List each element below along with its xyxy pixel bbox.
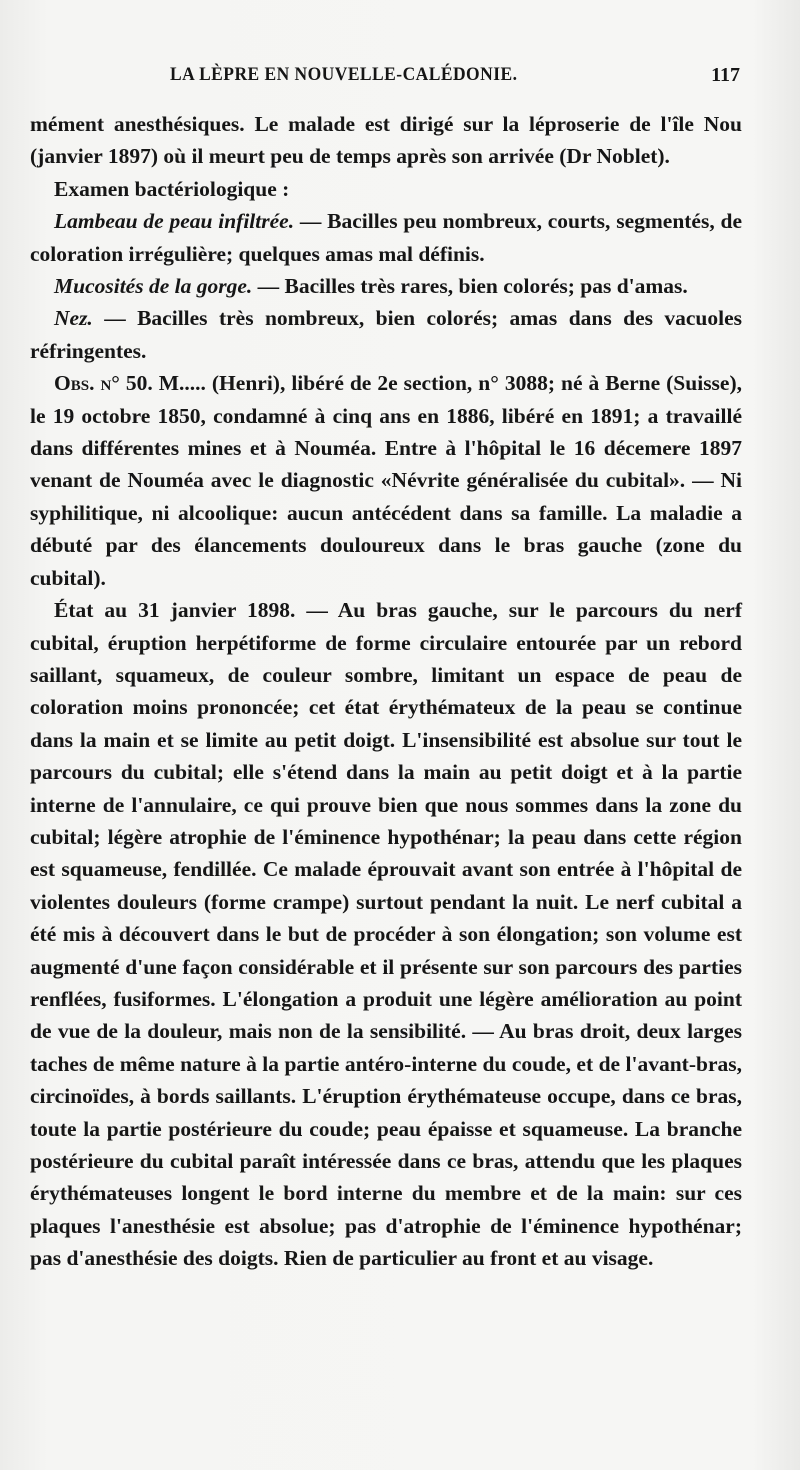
paragraph-nose-sample	[30, 302, 742, 367]
page-number: 117	[711, 64, 740, 86]
paragraph-skin-sample	[30, 205, 742, 270]
paragraph-label: Mucosités de la gorge.	[54, 274, 253, 299]
paragraph-label: Lambeau de peau infiltrée.	[54, 209, 295, 234]
paragraph-observation-50	[30, 367, 742, 594]
paragraph-throat-sample	[30, 270, 742, 302]
paragraph-exam-heading	[30, 173, 742, 205]
paragraph-text: M..... (Henri), libéré de 2e section, n° 3088; né à Berne (Suisse), le 19 octobre 1850, condamné à cinq ans en 1886, libéré en 1891; a travaillé dans différentes mines et à Nouméa. Entre à l'hôpital le 16 décemere 1897 venant de Nouméa avec le diagnostic «Névrite généralisée du cubital». — Ni syphilitique, ni alcoolique: aucun antécédent dans sa famille. La maladie a débuté par des élancements douloureux dans le bras gauche (zone du cubital).	[30, 371, 742, 590]
paragraph-text: — Bacilles très rares, bien colorés; pas d'amas.	[252, 274, 688, 299]
body-text	[30, 108, 742, 1275]
page-header	[30, 64, 740, 94]
observation-number: Obs. n° 50.	[54, 371, 153, 396]
paragraph-state	[30, 594, 742, 1275]
paragraph-text: État au 31 janvier 1898. — Au bras gauche, sur le parcours du nerf cubital, éruption herpétiforme de forme circulaire entourée par un rebord saillant, squameux, de couleur sombre, limitant un espace de peau de coloration moins prononcée; cet état érythémateux de la peau se continue dans la main et se limite au petit doigt. L'insensibilité est absolue sur tout le parcours du cubital; elle s'étend dans la main au petit doigt et à la partie interne de l'annulaire, ce qui prouve bien que nous sommes dans la zone du cubital; légère atrophie de l'éminence hypothénar; la peau dans cette région est squameuse, fendillée. Ce malade éprouvait avant son entrée à l'hôpital de violentes douleurs (forme crampe) surtout pendant la nuit. Le nerf cubital a été mis à découvert dans le but de procéder à son élongation; son volume est augmenté d'une façon considérable et il présente sur son parcours des parties renflées, fusiformes. L'élongation a produit une légère amélioration au point de vue de la douleur, mais non de la sensibilité. — Au bras droit, deux larges taches de même nature à la partie antéro-interne du coude, et de l'avant-bras, circinoïdes, à bords saillants. L'éruption érythémateuse occupe, dans ce bras, toute la partie postérieure du coude; peau épaisse et squameuse. La branche postérieure du cubital paraît intéressée dans ce bras, attendu que les plaques érythémateuses longent le bord interne du membre et de la main: sur ces plaques l'anesthésie est absolue; pas d'atrophie de l'éminence hypothénar; pas d'anesthésie des doigts. Rien de particulier au front et au visage.	[30, 598, 742, 1271]
paragraph-label: Nez.	[54, 306, 93, 331]
paragraph-continuation	[30, 108, 742, 173]
paragraph-text: mément anesthésiques. Le malade est dirigé sur la léproserie de l'île Nou (janvier 1897) où il meurt peu de temps après son arrivée (Dr Noblet).	[30, 112, 742, 169]
paragraph-text: Examen bactériologique :	[54, 176, 290, 201]
paragraph-text: — Bacilles très nombreux, bien colorés; amas dans des vacuoles réfringentes.	[30, 306, 742, 363]
running-title: LA LÈPRE EN NOUVELLE-CALÉDONIE.	[170, 64, 518, 85]
paragraph-text: — Bacilles peu nombreux, courts, segmentés, de coloration irrégulière; quelques amas mal définis.	[30, 209, 742, 266]
